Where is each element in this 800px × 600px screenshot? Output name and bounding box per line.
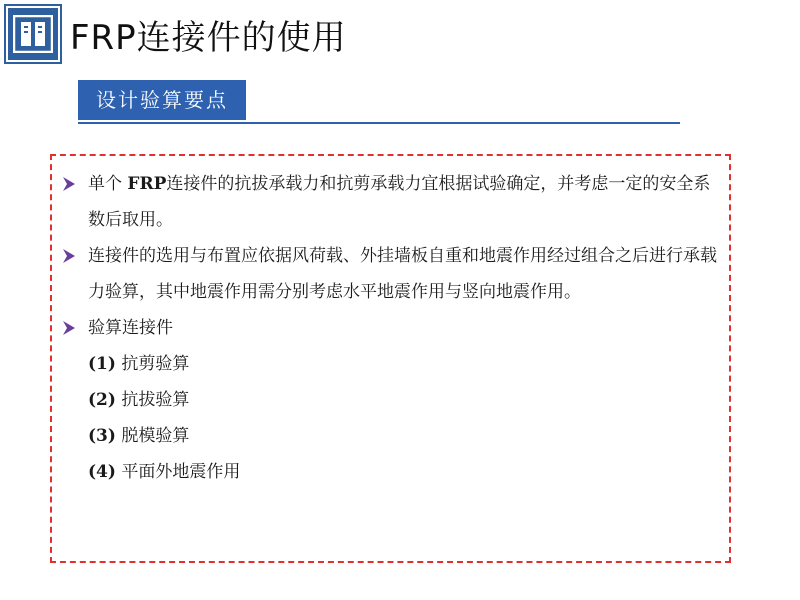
sub-item-number: (3): [88, 426, 116, 446]
sub-item: [62, 454, 717, 490]
bullet-item: [62, 310, 717, 346]
bullet-text: 单个: [88, 174, 128, 194]
arrow-bullet-icon: [62, 248, 76, 264]
sub-item-text: 平面外地震作用: [115, 462, 241, 482]
sub-item-text: 脱模验算: [115, 426, 190, 446]
bullet-text: 连接件的选用与布置应依据风荷载、外挂墙板自重和地震作用经过组合之后进行承载力验算，其中地震作用需分别考虑水平地震作用与竖向地震作用。: [88, 246, 717, 302]
book-icon: [6, 6, 60, 62]
section-badge: 设计验算要点: [78, 80, 246, 120]
sub-item-number: (4): [88, 462, 116, 482]
bullet-list: [62, 166, 717, 490]
arrow-bullet-icon: [62, 320, 76, 336]
bullet-item: [62, 238, 717, 310]
sub-item: [62, 418, 717, 454]
sub-item-text: 抗剪验算: [115, 354, 190, 374]
section-divider: [78, 122, 680, 124]
bullet-text: 验算连接件: [88, 318, 173, 338]
sub-item: [62, 346, 717, 382]
sub-item: [62, 382, 717, 418]
bullet-bold-text: FRP: [127, 174, 167, 194]
sub-item-text: 抗拔验算: [115, 390, 190, 410]
bullet-text: 连接件的抗拔承载力和抗剪承载力宜根据试验确定，并考虑一定的安全系数后取用。: [88, 174, 711, 230]
arrow-bullet-icon: [62, 176, 76, 192]
sub-item-number: (2): [88, 390, 116, 410]
sub-item-number: (1): [88, 354, 116, 374]
bullet-item: [62, 166, 717, 238]
page-title: FRP连接件的使用: [70, 18, 347, 58]
content-box: [50, 154, 731, 563]
